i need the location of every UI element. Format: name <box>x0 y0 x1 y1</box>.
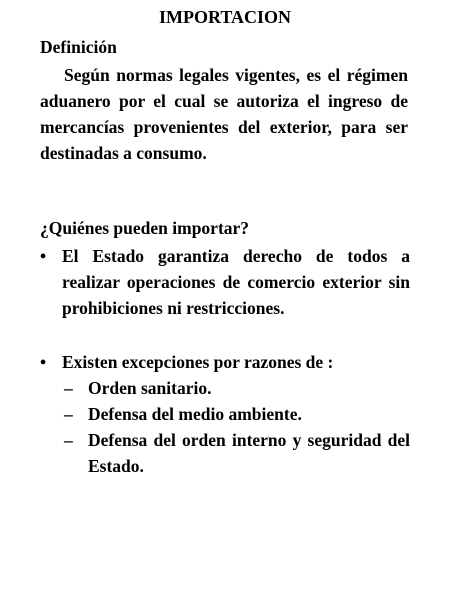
question-heading: ¿Quiénes pueden importar? <box>40 218 250 238</box>
dash-icon: – <box>64 404 73 424</box>
sub-list-text: Orden sanitario. <box>88 378 212 398</box>
definition-paragraph: Según normas legales vigentes, es el régimen aduanero por el cual se autoriza el ingreso de mercancías provenientes del exterior, para ser destinadas a consumo. <box>40 65 408 163</box>
sub-list-text: Defensa del orden interno y seguridad del Estado. <box>88 430 410 476</box>
bullet-icon: • <box>40 352 47 372</box>
bullet-icon: • <box>40 246 47 266</box>
sub-list-text: Defensa del medio ambiente. <box>88 404 302 424</box>
dash-icon: – <box>64 430 73 450</box>
definition-heading: Definición <box>40 37 117 57</box>
bullet-text: El Estado garantiza derecho de todos a realizar operaciones de comercio exterior sin prohibiciones ni restricciones. <box>62 246 410 318</box>
dash-icon: – <box>64 378 73 398</box>
page-title: IMPORTACION <box>158 7 292 27</box>
bullet-text: Existen excepciones por razones de : <box>62 352 334 372</box>
